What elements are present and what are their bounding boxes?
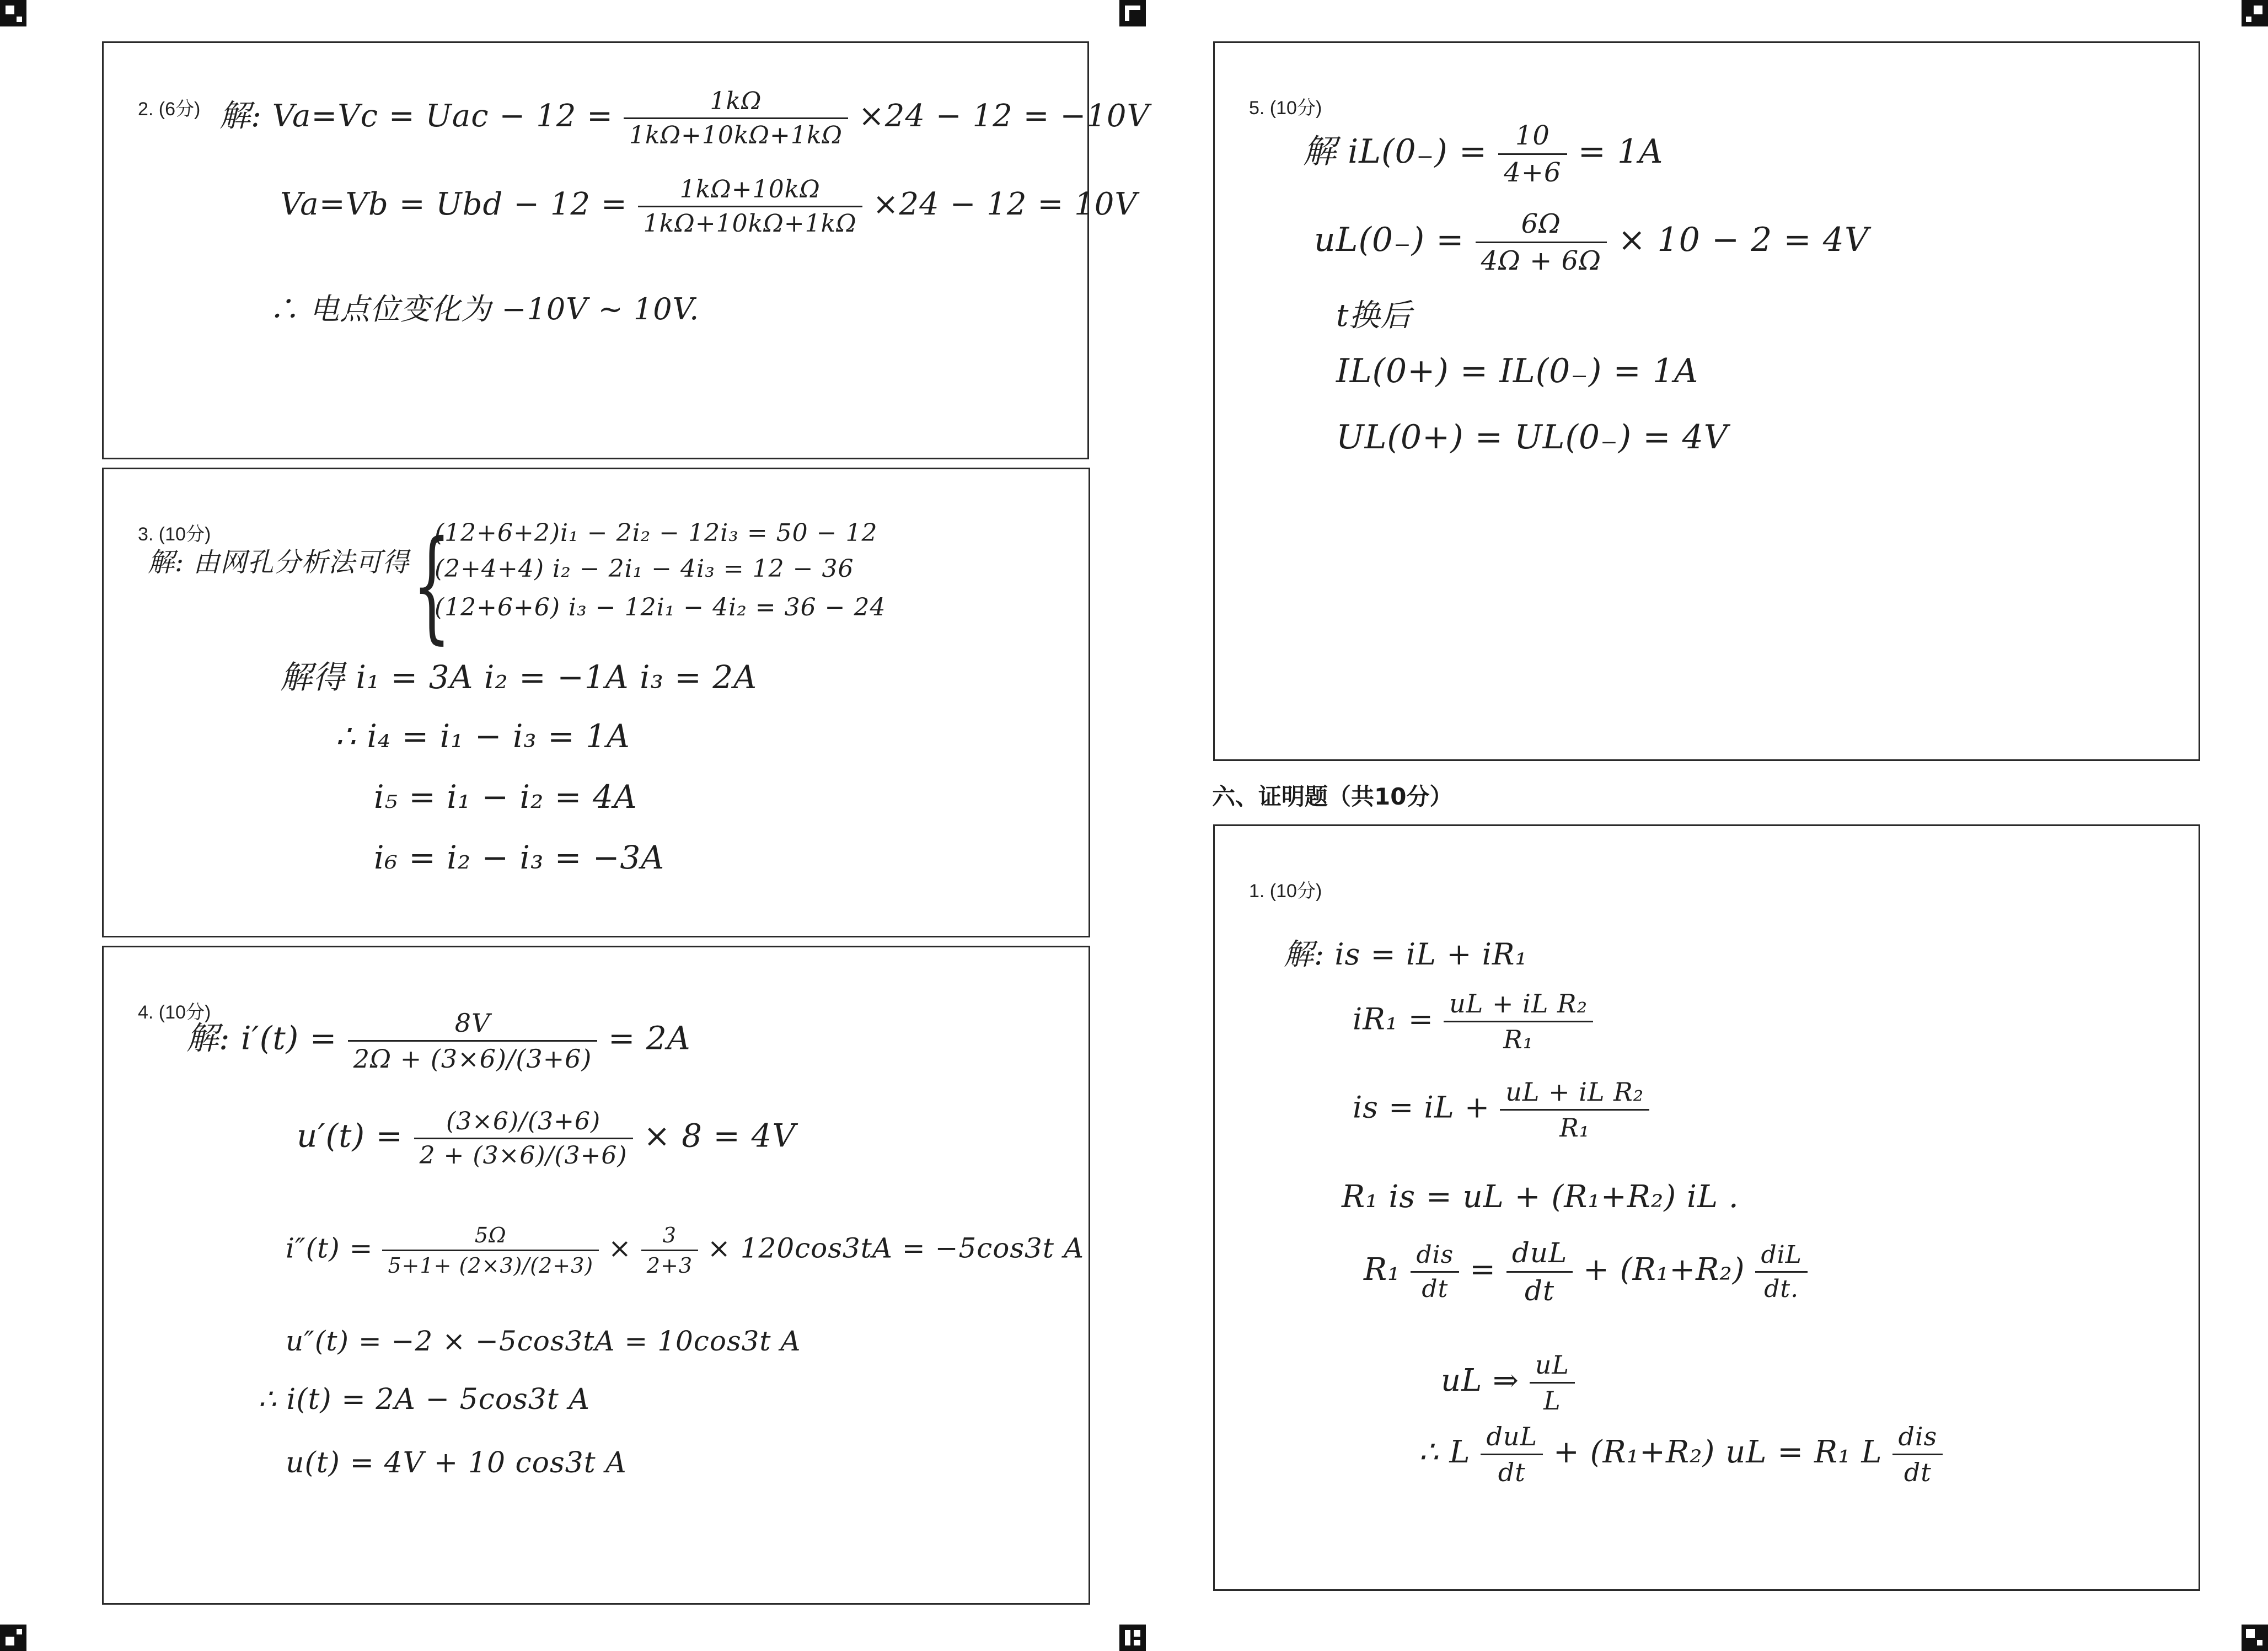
fraction-denominator: 2+3: [646, 1253, 693, 1278]
fraction-numerator: 6Ω: [1476, 208, 1607, 243]
alignment-marker-bottom-right: [2242, 1625, 2268, 1651]
fraction: [1498, 120, 1567, 188]
result-i5: i₅ = i₁ − i₂ = 4A: [374, 778, 637, 816]
equation-line: R₁ is = uL + (R₁+R₂) iL .: [1342, 1179, 1739, 1215]
question-label: 3. (10分): [138, 524, 211, 545]
equation-line: [1353, 989, 1593, 1054]
equation-line: u(t) = 4V + 10 cos3t A: [286, 1446, 627, 1480]
equation-suffix: × 120cos3tA = −5cos3t A: [707, 1232, 1084, 1264]
fraction-denominator: R₁: [1503, 1025, 1534, 1054]
equation-prefix: uL ⇒: [1441, 1363, 1519, 1398]
fraction-denominator: L: [1543, 1386, 1561, 1416]
fraction: [414, 1107, 633, 1170]
equation-operator: + (R₁+R₂): [1583, 1252, 1745, 1288]
conclusion-line: ∴ 电点位变化为 −10V ∼ 10V.: [269, 292, 700, 326]
equation-prefix: 解: Va=Vc = Uac − 12 =: [219, 98, 614, 134]
fraction-numerator: 1kΩ: [624, 87, 848, 119]
fraction-denominator: 2 + (3×6)/(3+6): [419, 1141, 628, 1170]
mesh-equation-2: (2+4+4) i₂ − 2i₁ − 4i₃ = 12 − 36: [435, 555, 854, 583]
equation-line: [286, 1223, 1084, 1278]
result-i6: i₆ = i₂ − i₃ = −3A: [374, 839, 665, 876]
mesh-equation-3: (12+6+6) i₃ − 12i₁ − 4i₂ = 36 − 24: [435, 593, 886, 621]
equation-line: [297, 1107, 796, 1170]
alignment-marker-top-left: [0, 0, 26, 26]
fraction: [641, 1223, 698, 1278]
equation-line: [280, 175, 1138, 238]
equation-line: [219, 87, 1150, 149]
fraction-denominator: 1kΩ+10kΩ+1kΩ: [629, 121, 843, 149]
section-heading: 六、证明题（共10分）: [1212, 783, 1453, 810]
answer-box-q5: [1213, 41, 2200, 761]
fraction-numerator: (3×6)/(3+6): [414, 1107, 633, 1139]
fraction-numerator: diL: [1755, 1241, 1807, 1273]
solution-currents: 解得 i₁ = 3A i₂ = −1A i₃ = 2A: [280, 658, 758, 696]
solution-intro: 解: 由网孔分析法可得: [148, 547, 410, 578]
fraction-denominator: dt: [1498, 1457, 1526, 1487]
equation-operator: =: [1470, 1252, 1496, 1288]
equation-operator: ×: [608, 1232, 632, 1264]
fraction: [1530, 1350, 1575, 1416]
equation-suffix: = 2A: [608, 1019, 691, 1057]
fraction: [1892, 1422, 1943, 1487]
equation-line: t换后: [1336, 298, 1412, 334]
question-label: 4. (10分): [138, 1002, 211, 1023]
fraction: [1500, 1077, 1649, 1143]
fraction-denominator: 4+6: [1504, 157, 1562, 188]
fraction-denominator: dt.: [1764, 1275, 1799, 1303]
fraction-numerator: duL: [1481, 1422, 1543, 1455]
answer-box-proof-q1: [1213, 824, 2200, 1591]
fraction-denominator: dt: [1904, 1457, 1932, 1487]
system-brace: {: [412, 514, 451, 656]
equation-prefix: Va=Vb = Ubd − 12 =: [280, 186, 628, 222]
fraction-denominator: 2Ω + (3×6)/(3+6): [353, 1044, 592, 1074]
equation-prefix: is = iL +: [1353, 1090, 1490, 1125]
equation-line: [186, 1008, 691, 1074]
answer-box-q2: [102, 41, 1150, 459]
fraction-numerator: uL: [1530, 1350, 1575, 1384]
fraction-numerator: uL + iL R₂: [1500, 1077, 1649, 1111]
fraction: [348, 1008, 598, 1074]
fraction-numerator: 1kΩ+10kΩ: [638, 175, 862, 207]
fraction-numerator: 8V: [348, 1008, 598, 1042]
equation-prefix: ∴ L: [1419, 1434, 1471, 1470]
result-i4: ∴ i₄ = i₁ − i₃ = 1A: [335, 717, 630, 755]
equation-line: [1353, 1077, 1649, 1143]
equation-prefix: 解: i′(t) =: [186, 1019, 337, 1057]
equation-prefix: 解 iL(0₋) =: [1303, 132, 1488, 171]
fraction: [1481, 1422, 1543, 1487]
answer-box-q3: [102, 468, 1090, 937]
equation-suffix: × 8 = 4V: [644, 1117, 796, 1155]
equation-prefix: iR₁ =: [1353, 1001, 1434, 1037]
fraction-numerator: 10: [1498, 120, 1567, 155]
alignment-marker-top-right: [2242, 0, 2268, 26]
mesh-equation-1: (12+6+2)i₁ − 2i₂ − 12i₃ = 50 − 12: [435, 519, 878, 547]
question-label: 1. (10分): [1249, 881, 1322, 902]
fraction-denominator: dt: [1524, 1275, 1555, 1307]
alignment-marker-bottom-center: [1119, 1625, 1146, 1651]
fraction: [1444, 989, 1593, 1054]
equation-line: IL(0+) = IL(0₋) = 1A: [1336, 352, 1699, 390]
alignment-marker-top-center: [1119, 0, 1146, 26]
equation-prefix: u′(t) =: [297, 1117, 404, 1155]
equation-line: [1419, 1422, 1943, 1487]
question-label: 2. (6分): [138, 99, 201, 120]
equation-line: [1441, 1350, 1575, 1416]
equation-middle: + (R₁+R₂) uL = R₁ L: [1553, 1434, 1883, 1470]
equation-line: UL(0+) = UL(0₋) = 4V: [1336, 418, 1729, 457]
fraction-denominator: 4Ω + 6Ω: [1481, 245, 1601, 276]
fraction-numerator: uL + iL R₂: [1444, 989, 1593, 1022]
question-label: 5. (10分): [1249, 98, 1322, 119]
fraction: [382, 1223, 599, 1278]
equation-line: ∴ i(t) = 2A − 5cos3t A: [258, 1383, 590, 1416]
fraction: [638, 175, 862, 238]
fraction: [1506, 1237, 1573, 1307]
equation-line: u″(t) = −2 × −5cos3tA = 10cos3t A: [286, 1325, 801, 1357]
equation-suffix: ×24 − 12 = 10V: [872, 186, 1138, 222]
answer-box-q4: [102, 946, 1090, 1605]
alignment-marker-bottom-left: [0, 1625, 26, 1651]
fraction: [1411, 1241, 1459, 1303]
fraction: [1476, 208, 1607, 276]
equation-suffix: × 10 − 2 = 4V: [1618, 221, 1869, 260]
equation-line: [1364, 1237, 1808, 1307]
fraction-numerator: duL: [1506, 1237, 1573, 1273]
fraction-denominator: 1kΩ+10kΩ+1kΩ: [643, 210, 857, 238]
fraction-denominator: 5+1+ (2×3)/(2+3): [388, 1253, 594, 1278]
equation-prefix: R₁: [1364, 1252, 1401, 1288]
equation-prefix: uL(0₋) =: [1314, 221, 1465, 260]
equation-line: 解: is = iL + iR₁: [1284, 937, 1528, 972]
fraction-numerator: dis: [1892, 1422, 1943, 1455]
equation-prefix: i″(t) =: [286, 1232, 373, 1264]
fraction-numerator: 5Ω: [382, 1223, 599, 1251]
equation-suffix: ×24 − 12 = −10V: [858, 98, 1150, 134]
fraction-numerator: dis: [1411, 1241, 1459, 1273]
fraction-numerator: 3: [641, 1223, 698, 1251]
fraction-denominator: R₁: [1559, 1113, 1590, 1143]
fraction-denominator: dt: [1422, 1275, 1449, 1303]
equation-line: [1314, 208, 1869, 276]
fraction: [1755, 1241, 1807, 1303]
equation-suffix: = 1A: [1578, 132, 1664, 171]
equation-line: [1303, 120, 1663, 188]
fraction: [624, 87, 848, 149]
